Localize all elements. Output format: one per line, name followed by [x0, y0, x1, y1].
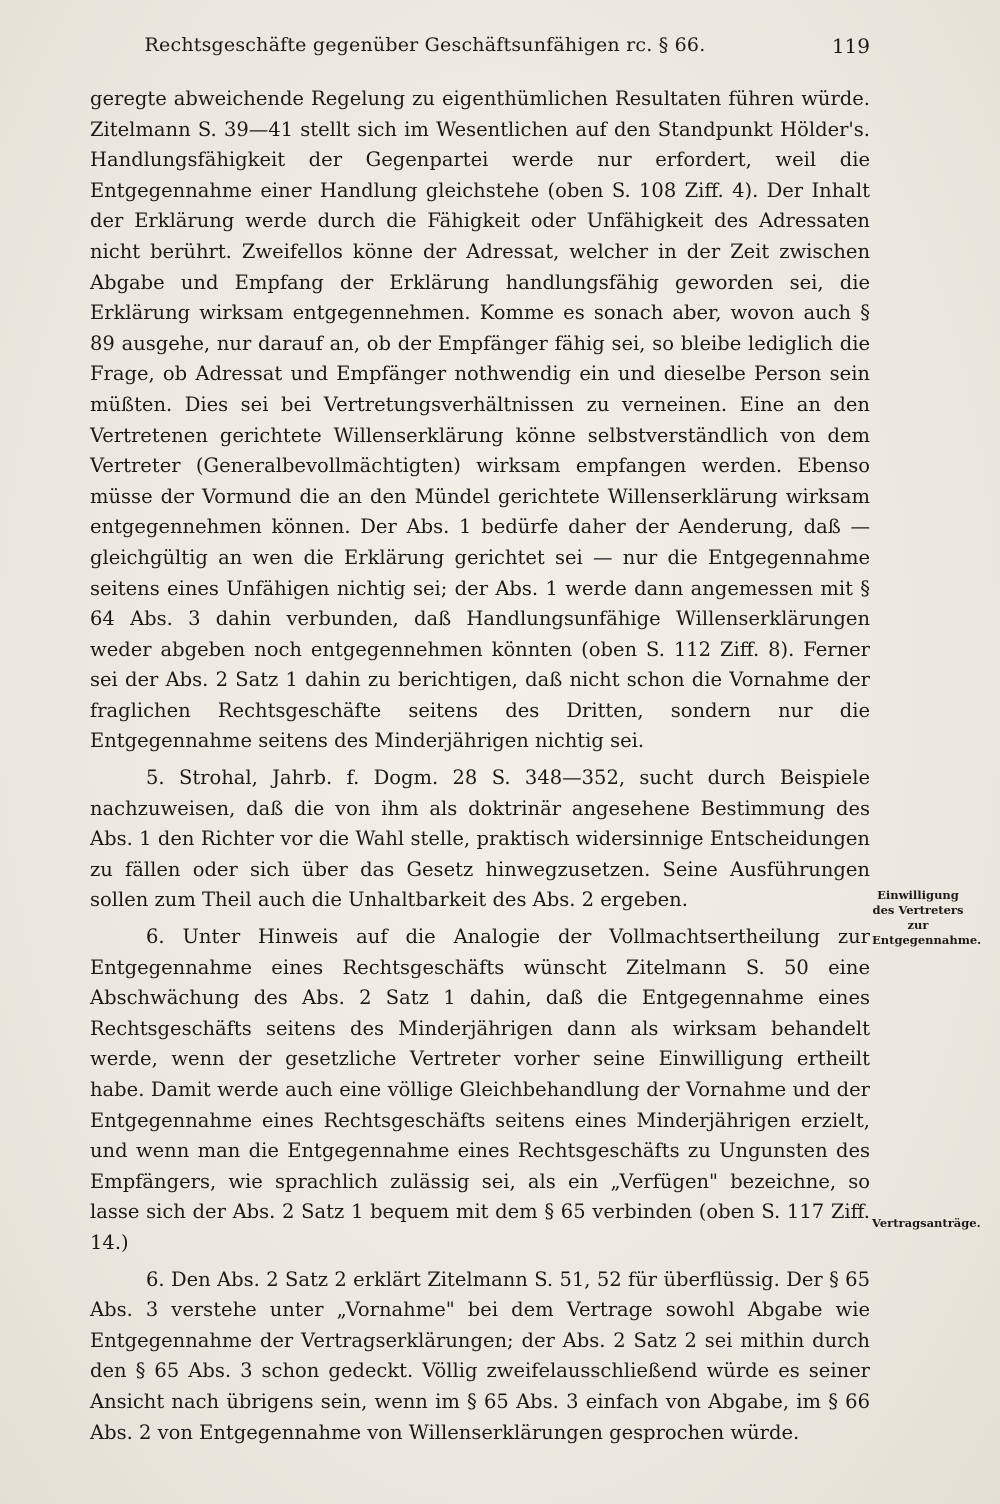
paragraph-item-5: 5. Strohal, Jahrb. f. Dogm. 28 S. 348—352, sucht durch Beispiele nachzuweisen, daß die von ihm als doktrinär angesehene Bestimmung des Abs. 1 den Richter vor die Wahl stelle, praktisch widersinnige Entscheidungen zu fällen oder sich über das Gesetz hinwegzusetzen. Seine Ausführungen sollen zum Theil auch die Unhaltbarkeit des Abs. 2 ergeben. — [90, 766, 870, 912]
margin-note-einwilligung: Einwilligung des Vertreters zur Entgegennahme. — [872, 888, 982, 947]
running-head — [90, 30, 870, 66]
body-text — [90, 84, 870, 1448]
paragraph-item-6a: 6. Unter Hinweis auf die Analogie der Vollmachtsertheilung zur Entgegennahme eines Rechtsgeschäfts wünscht Zitelmann S. 50 eine Abschwächung des Abs. 2 Satz 1 dahin, daß die Entgegennahme eines Rechtsgeschäfts seitens des Minderjährigen dann als wirksam behandelt werde, wenn der gesetzliche Vertreter vorher seine Einwilligung ertheilt habe. Damit werde auch eine völlige Gleichbehandlung der Vornahme und der Entgegennahme eines Rechtsgeschäfts seitens eines Minderjährigen erzielt, und wenn man die Entgegennahme eines Rechtsgeschäfts zu Ungunsten des Empfängers, wie sprachlich zulässig sei, als ein „Verfügen" bezeichne, so lasse sich der Abs. 2 Satz 1 bequem mit dem § 65 verbinden (oben S. 117 Ziff. 14.) — [90, 925, 870, 1254]
page-number: 119 — [831, 34, 870, 58]
paragraph-continuation: geregte abweichende Regelung zu eigenthümlichen Resultaten führen würde. Zitelmann S. 39—41 stellt sich im Wesentlichen auf den Standpunkt Hölder's. Handlungsfähigkeit der Gegenpartei werde nur erfordert, weil die Entgegennahme einer Handlung gleichstehe (oben S. 108 Ziff. 4). Der Inhalt der Erklärung werde durch die Fähigkeit oder Unfähigkeit des Adressaten nicht berührt. Zweifellos könne der Adressat, welcher in der Zeit zwischen Abgabe und Empfang der Erklärung handlungsfähig geworden sei, die Erklärung wirksam entgegennehmen. Komme es sonach aber, wovon auch § 89 ausgehe, nur darauf an, ob der Empfänger fähig sei, so bleibe lediglich die Frage, ob Adressat und Empfänger nothwendig ein und dieselbe Person sein müßten. Dies sei bei Vertretungsverhältnissen zu verneinen. Eine an den Vertretenen gerichtete Willenserklärung könne selbstverständlich von dem Vertreter (Generalbevollmächtigten) wirksam empfangen werden. Ebenso müsse der Vormund die an den Mündel gerichtete Willenserklärung wirksam entgegennehmen können. Der Abs. 1 bedürfe daher der Aenderung, daß — gleichgültig an wen die Erklärung gerichtet sei — nur die Entgegennahme seitens eines Unfähigen nichtig sei; der Abs. 1 werde dann angemessen mit § 64 Abs. 3 dahin verbunden, daß Handlungsunfähige Willenserklärungen weder abgeben noch entgegennehmen könnten (oben S. 112 Ziff. 8). Ferner sei der Abs. 2 Satz 1 dahin zu berichtigen, daß nicht schon die Vornahme der fraglichen Rechtsgeschäfte seitens des Dritten, sondern nur die Entgegennahme seitens des Minderjährigen nichtig sei. — [90, 87, 870, 753]
margin-note-vertragsantraege: Vertragsanträge. — [872, 1216, 981, 1230]
running-title: Rechtsgeschäfte gegenüber Geschäftsunfähigen rc. § 66. — [144, 34, 706, 56]
paragraph-item-6b: 6. Den Abs. 2 Satz 2 erklärt Zitelmann S. 51, 52 für überflüssig. Der § 65 Abs. 3 verstehe unter „Vornahme" bei dem Vertrage sowohl Abgabe wie Entgegennahme der Vertragserklärungen; der Abs. 2 Satz 2 sei mithin durch den § 65 Abs. 3 schon gedeckt. Völlig zweifelausschließend würde es seiner Ansicht nach übrigens sein, wenn im § 65 Abs. 3 einfach von Abgabe, im § 66 Abs. 2 von Entgegennahme von Willenserklärungen gesprochen würde. — [90, 1267, 870, 1444]
